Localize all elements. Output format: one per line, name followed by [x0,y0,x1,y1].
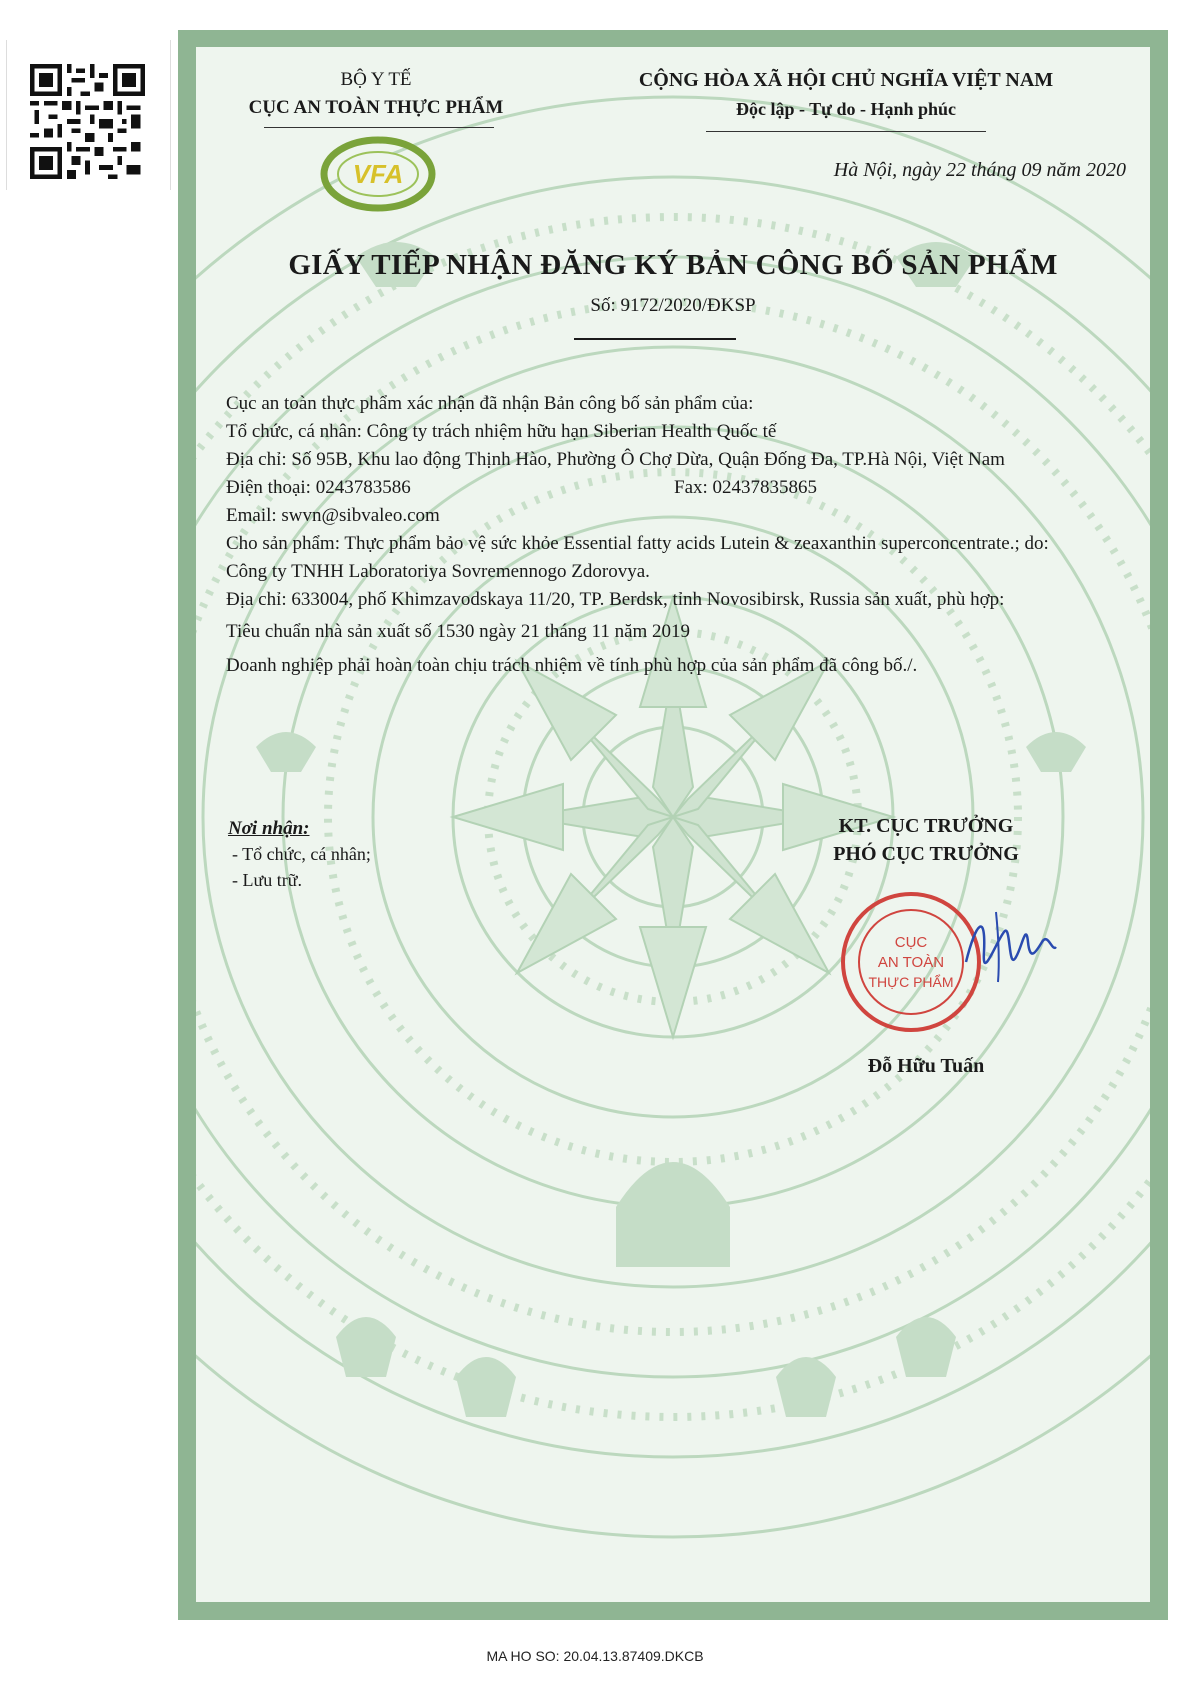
body-manufacturer: Công ty TNHH Laboratoriya Sovremennogo Zdorovya. [226,561,650,582]
signature-title-1: KT. CỤC TRƯỞNG [838,815,1014,837]
signature-title-2: PHÓ CỤC TRƯỞNG [833,843,1019,865]
header-underline-left [264,127,494,128]
certificate-body [226,390,1106,680]
body-phone: Điện thoại: 0243783586 [226,477,411,498]
handwritten-signature [956,902,1066,992]
body-organization: Tổ chức, cá nhân: Công ty trách nhiệm hữu hạn Siberian Health Quốc tế [226,421,777,442]
header-underline-right [706,131,986,132]
recipient-item: - Lưu trữ. [232,870,302,890]
certificate-paper [196,47,1150,1602]
national-motto: Độc lập - Tự do - Hạnh phúc [735,99,957,119]
page-edge-line [6,40,7,190]
signer-name: Đỗ Hữu Tuấn [867,1055,985,1077]
ministry-name: BỘ Y TẾ [340,69,412,90]
document-number: Số: 9172/2020/ĐKSP [590,295,756,316]
title-rule [574,338,736,340]
contact-row [226,474,1106,502]
body-intro: Cục an toàn thực phẩm xác nhận đã nhận Bản công bố sản phẩm của: [226,393,754,414]
svg-text:AN TOÀN: AN TOÀN [877,954,945,971]
svg-text:CỤC: CỤC [894,934,928,951]
body-fax: Fax: 02437835865 [674,477,818,498]
body-product: Cho sản phẩm: Thực phẩm bảo vệ sức khỏe Essential fatty acids Lutein & zeaxanthin superconcentrate.; do: [226,533,1049,554]
svg-text:VFA: VFA [352,159,404,189]
body-address: Địa chỉ: Số 95B, Khu lao động Thịnh Hào, Phường Ô Chợ Dừa, Quận Đống Đa, TP.Hà Nội, Việt Nam [226,449,1005,470]
recipient-item: - Tổ chức, cá nhân; [232,844,371,864]
agency-name: CỤC AN TOÀN THỰC PHẨM [248,97,504,118]
body-manufacturer-address: Địa chỉ: 633004, phố Khimzavodskaya 11/20, TP. Berdsk, tỉnh Novosibirsk, Russia sản xuất, phù hợp: [226,589,1005,610]
issue-date: Hà Nội, ngày 22 tháng 09 năm 2020 [833,159,1126,181]
qr-code [30,64,145,179]
recipients-heading: Nơi nhận: [228,818,310,839]
page-edge-line [170,40,171,190]
body-standard: Tiêu chuẩn nhà sản xuất số 1530 ngày 21 tháng 11 năm 2019 [226,621,691,642]
body-email: Email: swvn@sibvaleo.com [226,505,440,526]
document-title: GIẤY TIẾP NHẬN ĐĂNG KÝ BẢN CÔNG BỐ SẢN PHẨM [288,249,1058,281]
dossier-code: MA HO SO: 20.04.13.87409.DKCB [486,1648,704,1664]
republic-name: CỘNG HÒA XÃ HỘI CHỦ NGHĨA VIỆT NAM [638,69,1054,91]
svg-text:THỰC PHẨM: THỰC PHẨM [868,974,954,990]
vfa-logo [320,135,436,213]
body-responsibility: Doanh nghiệp phải hoàn toàn chịu trách nhiệm về tính phù hợp của sản phẩm đã công bố./. [226,655,918,676]
